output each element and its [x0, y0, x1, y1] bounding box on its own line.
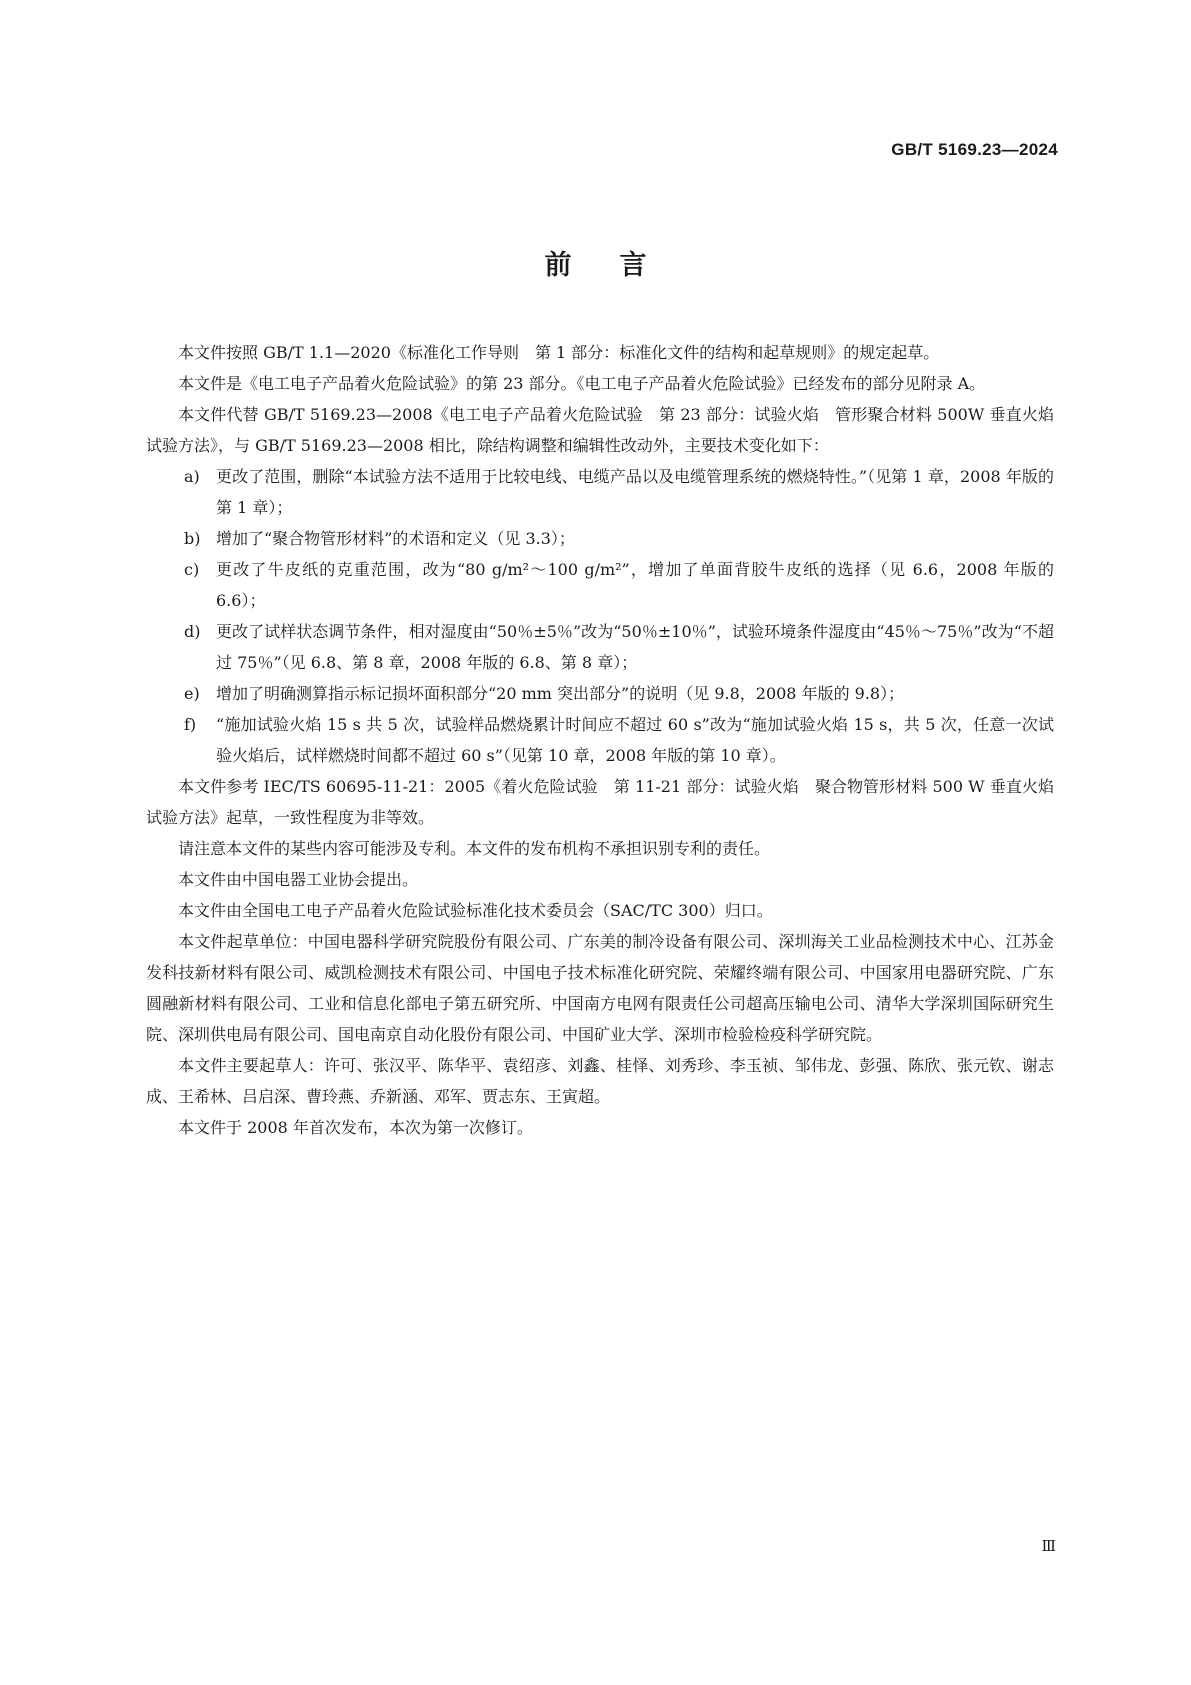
list-item-text: “施加试验火焰 15 s 共 5 次，试验样品燃烧累计时间应不超过 60 s”改为“施加试验火焰 15 s，共 5 次，任意一次试验火焰后，试样燃烧时间都不超过 60 s”（见第 10 章，2008 年版的第 10 章）。	[216, 715, 1054, 765]
list-item	[146, 554, 1054, 616]
paragraph: 本文件由全国电工电子产品着火危险试验标准化技术委员会（SAC/TC 300）归口。	[178, 901, 773, 920]
list-marker: c)	[184, 560, 200, 579]
paragraph: 本文件是《电工电子产品着火危险试验》的第 23 部分。《电工电子产品着火危险试验》已经发布的部分见附录 A。	[178, 374, 986, 393]
list-item-text: 增加了“聚合物管形材料”的术语和定义（见 3.3）；	[216, 529, 575, 548]
paragraph: 本文件代替 GB/T 5169.23—2008《电工电子产品着火危险试验 第 23 部分：试验火焰 管形聚合材料 500W 垂直火焰试验方法》，与 GB/T 5169.23—2008 相比，除结构调整和编辑性改动外，主要技术变化如下：	[146, 405, 1054, 455]
list-item	[146, 709, 1054, 771]
list-marker: d)	[184, 622, 201, 641]
list-marker: f)	[184, 715, 197, 734]
standard-code: GB/T 5169.23—2024	[891, 140, 1058, 159]
paragraph: 本文件起草单位：中国电器科学研究院股份有限公司、广东美的制冷设备有限公司、深圳海关工业品检测技术中心、江苏金发科技新材料有限公司、威凯检测技术有限公司、中国电子技术标准化研究院、荣耀终端有限公司、中国家用电器研究院、广东圆融新材料有限公司、工业和信息化部电子第五研究所、中国南方电网有限责任公司超高压输电公司、清华大学深圳国际研究生院、深圳供电局有限公司、国电南京自动化股份有限公司、中国矿业大学、深圳市检验检疫科学研究院。	[146, 932, 1054, 1044]
list-marker: b)	[184, 529, 201, 548]
paragraph: 本文件按照 GB/T 1.1—2020《标准化工作导则 第 1 部分：标准化文件的结构和起草规则》的规定起草。	[178, 343, 940, 362]
list-item-text: 更改了试样状态调节条件，相对湿度由“50％±5％”改为“50％±10％”，试验环境条件湿度由“45％～75％”改为“不超过 75％”（见 6.8、第 8 章，2008 年版的 6.8、第 8 章）；	[216, 622, 1054, 672]
list-item	[146, 523, 1054, 554]
paragraph: 本文件于 2008 年首次发布，本次为第一次修订。	[178, 1118, 533, 1137]
paragraph: 本文件由中国电器工业协会提出。	[178, 870, 419, 889]
list-item-text: 更改了牛皮纸的克重范围，改为“80 g/m²～100 g/m²”，增加了单面背胶牛皮纸的选择（见 6.6，2008 年版的 6.6）；	[216, 560, 1054, 610]
list-item	[146, 678, 1054, 709]
technical-changes-list	[146, 461, 1054, 771]
paragraph: 本文件参考 IEC/TS 60695-11-21：2005《着火危险试验 第 11-21 部分：试验火焰 聚合物管形材料 500 W 垂直火焰试验方法》起草，一致性程度为非等效。	[146, 777, 1054, 827]
paragraph: 请注意本文件的某些内容可能涉及专利。本文件的发布机构不承担识别专利的责任。	[178, 839, 771, 858]
list-item-text: 增加了明确测算指示标记损坏面积部分“20 mm 突出部分”的说明（见 9.8，2008 年版的 9.8）；	[216, 684, 905, 703]
page-title: 前言	[544, 250, 695, 281]
list-item	[146, 616, 1054, 678]
paragraph: 本文件主要起草人：许可、张汉平、陈华平、袁绍彦、刘鑫、桂怿、刘秀珍、李玉祯、邹伟龙、彭强、陈欣、张元钦、谢志成、王希林、吕启深、曹玲燕、乔新涵、邓军、贾志东、王寅超。	[146, 1056, 1054, 1106]
list-marker: a)	[184, 467, 200, 486]
list-item-text: 更改了范围，删除“本试验方法不适用于比较电线、电缆产品以及电缆管理系统的燃烧特性。”（见第 1 章，2008 年版的第 1 章）；	[216, 467, 1054, 517]
page-number: Ⅲ	[1041, 1537, 1056, 1555]
list-item	[146, 461, 1054, 523]
list-marker: e)	[184, 684, 200, 703]
foreword-body	[146, 337, 1054, 1143]
